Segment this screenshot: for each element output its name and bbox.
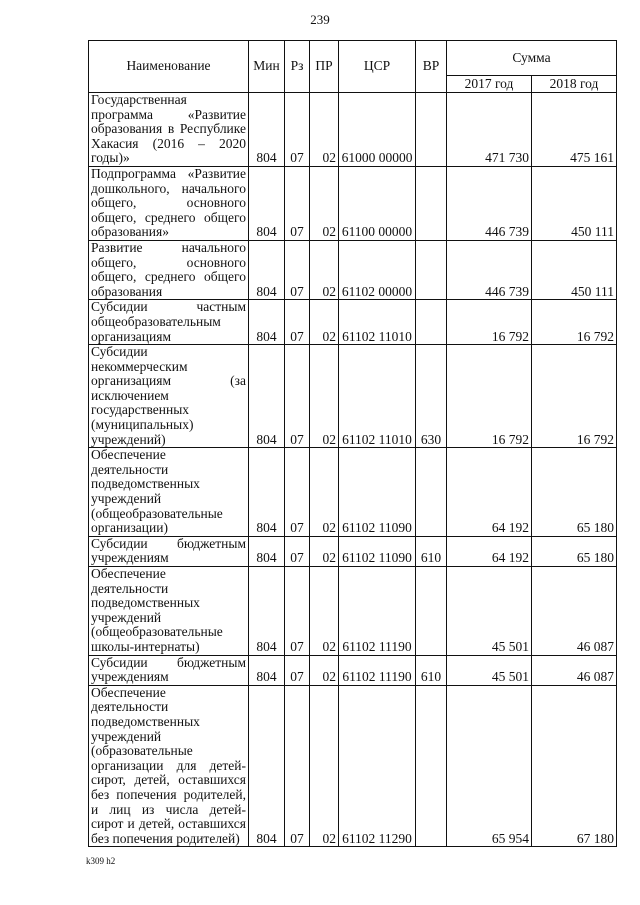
row-csr: 61100 00000 (339, 166, 416, 240)
row-min: 804 (249, 93, 285, 167)
table-row (89, 300, 617, 345)
table-row (89, 655, 617, 685)
row-min: 804 (249, 240, 285, 299)
row-min: 804 (249, 166, 285, 240)
table-row (89, 345, 617, 448)
row-sum-2018: 450 111 (532, 240, 617, 299)
row-name: Развитие начального общего, основного общего, среднего общего образования (89, 240, 249, 299)
row-rz: 07 (285, 685, 310, 847)
row-name: Подпрограмма «Развитие дошкольного, начального общего, основного общего, среднего общего образования» (89, 166, 249, 240)
row-rz: 07 (285, 345, 310, 448)
row-pr: 02 (310, 536, 339, 566)
row-sum-2017: 471 730 (447, 93, 532, 167)
row-csr: 61102 11290 (339, 685, 416, 847)
header-sum: Сумма (447, 41, 617, 76)
row-sum-2018: 46 087 (532, 655, 617, 685)
row-name: Субсидии некоммерческим организациям (за исключением государственных (муниципальных) учреждений) (89, 345, 249, 448)
budget-table (88, 40, 617, 847)
table-row (89, 685, 617, 847)
row-name: Государственная программа «Развитие образования в Республике Хакасия (2016 – 2020 годы)» (89, 93, 249, 167)
table-row (89, 536, 617, 566)
table-row (89, 567, 617, 656)
table-row (89, 240, 617, 299)
row-sum-2018: 65 180 (532, 448, 617, 537)
row-min: 804 (249, 448, 285, 537)
row-csr: 61102 00000 (339, 240, 416, 299)
row-vr: 630 (416, 345, 447, 448)
header-vr: ВР (416, 41, 447, 93)
row-rz: 07 (285, 93, 310, 167)
row-csr: 61102 11010 (339, 345, 416, 448)
header-pr: ПР (310, 41, 339, 93)
header-name: Наименование (89, 41, 249, 93)
row-rz: 07 (285, 448, 310, 537)
row-min: 804 (249, 655, 285, 685)
row-csr: 61102 11190 (339, 567, 416, 656)
row-sum-2018: 475 161 (532, 93, 617, 167)
row-pr: 02 (310, 300, 339, 345)
header-csr: ЦСР (339, 41, 416, 93)
row-rz: 07 (285, 166, 310, 240)
page-number: 239 (310, 12, 330, 27)
row-sum-2018: 450 111 (532, 166, 617, 240)
row-pr: 02 (310, 240, 339, 299)
row-vr: 610 (416, 536, 447, 566)
row-vr (416, 300, 447, 345)
row-pr: 02 (310, 567, 339, 656)
row-min: 804 (249, 300, 285, 345)
row-min: 804 (249, 536, 285, 566)
row-name: Субсидии бюджетным учреждениям (89, 536, 249, 566)
row-pr: 02 (310, 448, 339, 537)
row-vr (416, 685, 447, 847)
row-rz: 07 (285, 536, 310, 566)
header-rz: Рз (285, 41, 310, 93)
row-rz: 07 (285, 300, 310, 345)
header-row (89, 41, 617, 76)
row-sum-2018: 16 792 (532, 300, 617, 345)
row-sum-2017: 446 739 (447, 240, 532, 299)
row-min: 804 (249, 685, 285, 847)
row-csr: 61102 11090 (339, 448, 416, 537)
row-sum-2017: 64 192 (447, 448, 532, 537)
row-csr: 61102 11090 (339, 536, 416, 566)
row-rz: 07 (285, 240, 310, 299)
table-row (89, 448, 617, 537)
row-sum-2017: 16 792 (447, 300, 532, 345)
row-sum-2018: 67 180 (532, 685, 617, 847)
row-csr: 61000 00000 (339, 93, 416, 167)
row-vr (416, 240, 447, 299)
row-vr: 610 (416, 655, 447, 685)
row-sum-2018: 16 792 (532, 345, 617, 448)
row-pr: 02 (310, 655, 339, 685)
row-sum-2017: 65 954 (447, 685, 532, 847)
row-pr: 02 (310, 166, 339, 240)
row-vr (416, 166, 447, 240)
row-csr: 61102 11010 (339, 300, 416, 345)
row-min: 804 (249, 345, 285, 448)
row-pr: 02 (310, 93, 339, 167)
header-year-2017: 2017 год (447, 76, 532, 93)
row-name: Обеспечение деятельности подведомственных учреждений (общеобразовательные школы-интернаты) (89, 567, 249, 656)
row-csr: 61102 11190 (339, 655, 416, 685)
row-name: Субсидии бюджетным учреждениям (89, 655, 249, 685)
table-row (89, 166, 617, 240)
table-row (89, 93, 617, 167)
row-sum-2017: 45 501 (447, 655, 532, 685)
row-pr: 02 (310, 685, 339, 847)
row-pr: 02 (310, 345, 339, 448)
row-sum-2018: 46 087 (532, 567, 617, 656)
row-min: 804 (249, 567, 285, 656)
row-name: Обеспечение деятельности подведомственных учреждений (образовательные организации для детей-сирот, детей, оставшихся без попечения родителей, и лиц из числа детей-сирот и детей, оставшихся без попечения родителей) (89, 685, 249, 847)
footer-code: k309 h2 (86, 856, 116, 866)
row-vr (416, 567, 447, 656)
row-sum-2017: 446 739 (447, 166, 532, 240)
row-rz: 07 (285, 655, 310, 685)
row-vr (416, 448, 447, 537)
row-name: Субсидии частным общеобразовательным организациям (89, 300, 249, 345)
header-min: Мин (249, 41, 285, 93)
row-sum-2017: 45 501 (447, 567, 532, 656)
row-sum-2018: 65 180 (532, 536, 617, 566)
row-rz: 07 (285, 567, 310, 656)
row-sum-2017: 64 192 (447, 536, 532, 566)
row-sum-2017: 16 792 (447, 345, 532, 448)
header-year-2018: 2018 год (532, 76, 617, 93)
row-name: Обеспечение деятельности подведомственных учреждений (общеобразовательные организации) (89, 448, 249, 537)
row-vr (416, 93, 447, 167)
